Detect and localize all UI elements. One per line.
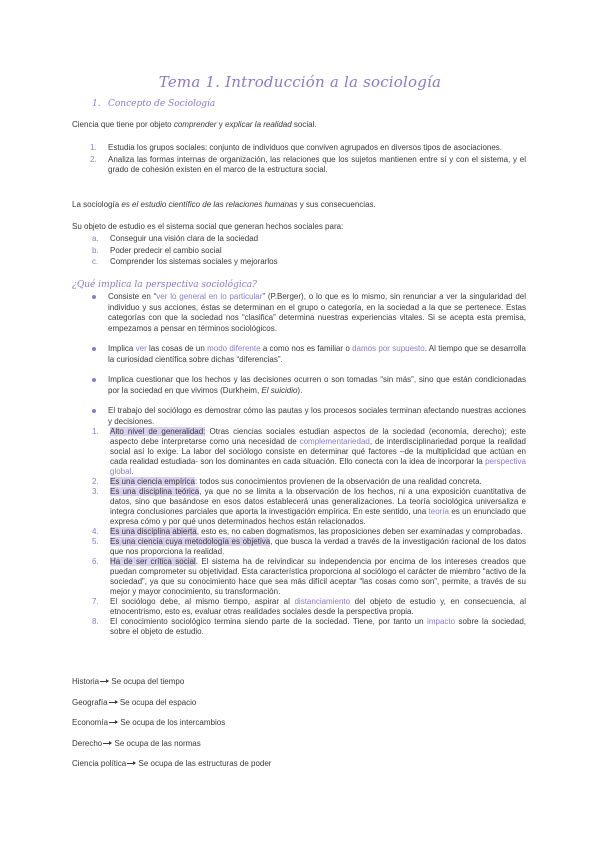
list-letter: c.: [92, 257, 99, 266]
perspective-heading: ¿Qué implica la perspectiva sociológica?: [72, 280, 257, 290]
bullet-dot-icon: [92, 409, 96, 413]
feature-item: [92, 557, 526, 597]
text-run: del objeto de estudio y, en consecuencia, al etnocentrismo, esto es, evaluar otras realidades sociales desde la perspectiva propia.: [110, 597, 526, 616]
text-run: ).: [297, 385, 303, 395]
accent-term: teoría: [428, 507, 449, 516]
feature-number: 6.: [92, 557, 99, 566]
definition-italic: explicar la realidad: [225, 120, 292, 129]
highlighted-term: Es una disciplina abierta: [110, 527, 197, 536]
accent-term: complementariedad: [299, 437, 370, 446]
bullet-dot-icon: [92, 295, 96, 299]
discipline-name: Historia: [72, 677, 100, 686]
text-run: El trabajo del sociólogo es demostrar cómo las pautas y los procesos sociales terminan afectando nuestras acciones y decisiones.: [108, 406, 526, 426]
page-title: Tema 1. Introducción a la sociología: [158, 73, 442, 91]
section-heading: [92, 99, 215, 110]
arrow-right-icon: [103, 743, 111, 744]
list-item: [92, 256, 522, 268]
accent-term: impacto: [427, 617, 456, 626]
feature-item: [92, 477, 526, 487]
feature-item: [92, 487, 526, 527]
text-run: El suicidio: [261, 385, 298, 395]
disciplines-list: [72, 677, 271, 780]
list-item: [90, 155, 526, 176]
text-run: las cosas de un: [146, 344, 208, 353]
section-number: 1.: [92, 99, 101, 109]
highlighted-term: Es una ciencia cuya metodología es objetiva: [110, 537, 271, 546]
text-run: Implica: [108, 344, 136, 353]
feature-number: 4.: [92, 527, 99, 536]
definition-text: Ciencia que tiene por objeto: [72, 120, 174, 129]
text-run: , esto es, no caben dogmatismos, las proposiciones deben ser examinadas y comprobadas.: [196, 527, 523, 536]
feature-number: 2.: [92, 477, 99, 486]
list-item: [90, 143, 526, 154]
paragraph-text: La sociología: [72, 200, 122, 209]
list-text: Comprender los sistemas sociales y mejorarlos: [110, 257, 278, 266]
discipline-item: [72, 739, 271, 750]
discipline-name: Economía: [72, 718, 109, 727]
intro-list: [90, 143, 526, 176]
feature-number: 3.: [92, 487, 99, 496]
list-letter: b.: [92, 245, 99, 255]
accent-term: perspectiva global: [110, 457, 526, 476]
list-item: [92, 233, 522, 245]
bullet-item: [92, 375, 526, 396]
discipline-item: [72, 698, 271, 709]
list-letter: a.: [92, 234, 99, 243]
object-paragraph: Su objeto de estudio es el sistema social que generan hechos sociales para:: [72, 222, 344, 231]
bullet-dot-icon: [92, 347, 96, 351]
paragraph-italic: es el estudio científico de las relaciones humanas: [121, 200, 298, 209]
accent-term: modo diferente: [207, 344, 261, 353]
arrow-right-icon: [127, 763, 135, 764]
text-run: Implica cuestionar que los hechos y las decisiones ocurren o son tomadas “sin más”, sino que están condicionadas por la sociedad en que vivimos (Durkheim,: [108, 375, 526, 395]
discipline-description: Se ocupa de las normas: [114, 738, 201, 748]
discipline-name: Geografía: [72, 697, 108, 707]
text-run: sobre la sociedad, sobre el objeto de estudio.: [110, 617, 527, 636]
text-run: . El sistema ha de reivindicar su independencia por encima de los intereses creados que puedan comprometer su objetividad. Esta característica proporciona al sociólogo el carácter de miembro “activo de la sociedad”, ya que su conocimiento hace que sea más difícil aceptar “las cosas como son”, permite, a través de su mejor y mayor conocimiento, su transformación.: [110, 557, 527, 596]
text-run: Consiste en “: [108, 292, 157, 301]
highlighted-term: Alto nivel de generalidad:: [110, 427, 206, 436]
highlighted-term: Ha de ser crítica social: [110, 557, 196, 566]
bullet-item: [92, 292, 526, 334]
accent-term: damos por supuesto: [352, 344, 425, 353]
list-text: Conseguir una visión clara de la sociedad: [110, 234, 259, 243]
features-list: [92, 427, 526, 637]
feature-item: [92, 597, 526, 617]
discipline-name: Ciencia política: [72, 759, 127, 768]
arrow-right-icon: [109, 722, 117, 723]
list-text: Analiza las formas internas de organización, las relaciones que los sujetos mantienen entre sí y con el sistema, y el grado de cohesión existen en el marco de la estructura social.: [108, 154, 526, 174]
text-run: : todos sus conocimientos provienen de la observación de una realidad concreta.: [194, 477, 482, 486]
definition-paragraph: [72, 120, 528, 131]
paragraph-text: y sus consecuencias.: [297, 200, 376, 209]
arrow-right-icon: [109, 702, 117, 703]
bullet-dot-icon: [92, 378, 96, 382]
text-run: , ya que no se limita a la observación de los hechos, ni a una exposición cuantitativa de datos, sino que basándose en esos datos establecerá unas generalizaciones. La teoría sociológica universaliza e integra conclusiones parciales que aporta la investigación empírica. En este sentido, una: [110, 487, 526, 516]
arrow-right-icon: [100, 681, 108, 682]
text-run: El sociólogo debe, al mismo tiempo, aspirar al: [110, 597, 295, 606]
accent-term: distanciamiento: [294, 597, 351, 606]
text-run: ” (P.Berger), o lo que es lo mismo, sin renunciar a ver la singularidad del individuo y sus acciones, éstas se determinan en el grupo o categoría, en la sociedad a la que se pertenece. Estas categorías con que la sociedad nos “clasifica” determina nuestras experiencias vitales. Si se acepta esta premisa, empezamos a pensar en términos sociológicos.: [108, 292, 526, 333]
feature-item: [92, 537, 526, 557]
highlighted-term: Es una ciencia empírica: [110, 477, 195, 486]
accent-term: ver: [135, 344, 147, 353]
text-run: a como nos es familiar o: [260, 344, 353, 353]
definition-text: social.: [291, 120, 317, 129]
discipline-description: Se ocupa de las estructuras de poder: [138, 759, 272, 768]
text-run: .: [131, 467, 134, 476]
discipline-item: [72, 677, 271, 688]
list-item: [92, 245, 522, 257]
text-run: El conocimiento sociológico termina siendo parte de la sociedad. Tiene, por tanto un: [110, 617, 428, 626]
text-run: Otras ciencias sociales estudian aspectos de la sociedad (economía, derecho); este aspecto debe interpretarse como una necesidad de: [110, 427, 527, 446]
purpose-list: [92, 233, 522, 268]
feature-number: 5.: [92, 537, 99, 546]
feature-number: 7.: [92, 597, 99, 606]
discipline-name: Derecho: [72, 738, 103, 748]
feature-number: 1.: [92, 427, 99, 436]
text-run: , de interdisciplinariedad porque la realidad social así lo exige. La labor del sociólogo consiste en determinar qué factores –de la multiplicidad que actúan en cada realidad estudiada- son los dominantes en cada situación. Ello conecta con la idea de incorporar la: [110, 437, 526, 466]
accent-term: ver lo general en lo particular: [156, 292, 263, 301]
list-text: Poder predecir el cambio social: [110, 245, 222, 255]
discipline-item: [72, 759, 271, 770]
list-number: 2.: [90, 154, 97, 164]
discipline-item: [72, 718, 271, 729]
text-run: , que busca la verdad a través de la investigación racional de los datos que nos proporciona la realidad.: [110, 537, 527, 556]
discipline-description: Se ocupa del espacio: [119, 697, 197, 707]
bullet-item: [92, 406, 526, 427]
highlighted-term: Es una disciplina teórica: [110, 487, 200, 496]
definition-italic: comprender: [173, 120, 217, 129]
discipline-description: Se ocupa del tiempo: [111, 677, 185, 686]
section-title: Concepto de Sociología: [108, 99, 216, 109]
feature-item: [92, 427, 526, 477]
sociology-paragraph: [72, 200, 528, 211]
feature-item: [92, 617, 526, 637]
discipline-description: Se ocupa de los intercambios: [120, 718, 226, 727]
feature-number: 8.: [92, 617, 99, 626]
list-text: Estudia los grupos sociales: conjunto de individuos que conviven agrupados en diversos tipos de asociaciones.: [108, 143, 503, 152]
text-run: es un enunciado que expresa cómo y por qué unos determinados hechos están relacionados.: [110, 507, 526, 526]
list-number: 1.: [90, 143, 97, 152]
text-run: . Al tiempo que se desarrolla la curiosidad científica sobre dichas “diferencias”.: [108, 344, 526, 364]
perspective-bullets: [92, 292, 526, 437]
definition-text: y: [216, 120, 225, 129]
bullet-item: [92, 344, 526, 365]
feature-item: [92, 527, 526, 537]
